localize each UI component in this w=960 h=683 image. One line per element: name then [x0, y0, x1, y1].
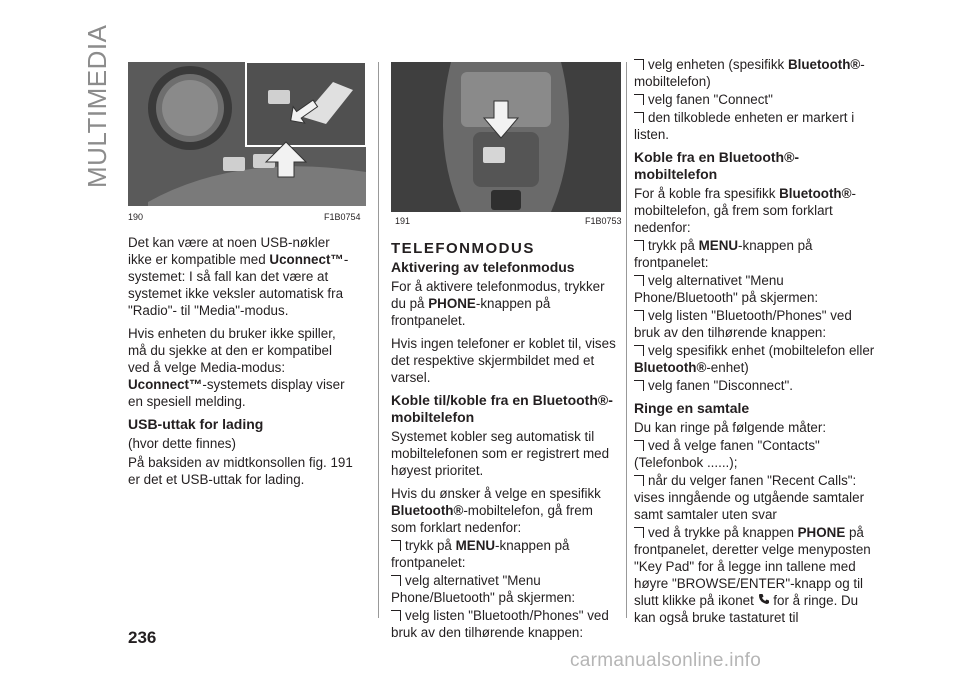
- column-divider: [626, 62, 627, 618]
- bullet-icon: [634, 527, 644, 538]
- column-1: [128, 234, 356, 494]
- paragraph: På baksiden av midtkonsollen fig. 191 er det et USB-uttak for lading.: [128, 455, 353, 487]
- bullet-icon: [634, 112, 644, 123]
- heading-disconnect-bluetooth: Koble fra en Bluetooth®-mobiltelefon: [634, 149, 800, 182]
- usb-ports-illustration: [128, 62, 366, 206]
- list-item: den tilkoblede enheten er markert i listen.: [634, 110, 855, 142]
- bullet-icon: [634, 94, 644, 105]
- figure-190-code: F1B0754: [324, 212, 361, 222]
- bullet-icon: [391, 610, 401, 621]
- column-divider: [378, 62, 379, 618]
- list-item: ved å velge fanen "Contacts" (Telefonbok ......);: [634, 438, 820, 470]
- bullet-icon: [634, 440, 644, 451]
- list-item: velg fanen "Connect": [634, 91, 878, 108]
- phone-icon: [758, 593, 770, 605]
- heading-phone-mode: TELEFONMODUS: [391, 240, 535, 257]
- paragraph: (hvor dette finnes): [128, 436, 236, 451]
- list-item: når du velger fanen "Recent Calls": vises inngående og utgående samtaler samt samtaler uten svar: [634, 473, 865, 522]
- column-3: [634, 56, 878, 632]
- bullet-icon: [634, 310, 644, 321]
- figure-191-rear-console: [391, 62, 621, 212]
- rear-console-illustration: [391, 62, 621, 212]
- list-item: trykk på MENU-knappen på frontpanelet:: [391, 538, 570, 570]
- watermark: carmanualsonline.info: [570, 650, 762, 671]
- list-item: trykk på MENU-knappen på frontpanelet:: [634, 238, 813, 270]
- list-item: ved å trykke på knappen PHONE på frontpanelet, deretter velge menyposten "Key Pad" for å legge inn tallene med høyre "BROWSE/ENTER"-knapp og til slutt klikke på ikonet for å ringe. Du kan også bruke tastaturet til: [634, 525, 871, 625]
- bullet-icon: [634, 240, 644, 251]
- bullet-icon: [391, 540, 401, 551]
- heading-make-call: Ringe en samtale: [634, 400, 750, 416]
- heading-usb-charging: USB-uttak for lading: [128, 416, 264, 432]
- page-number: 236: [128, 628, 157, 647]
- list-item: velg listen "Bluetooth/Phones" ved bruk av den tilhørende knappen:: [391, 608, 609, 640]
- list-item: velg spesifikk enhet (mobiltelefon eller Bluetooth®-enhet): [634, 343, 875, 375]
- figure-190-usb-ports: [128, 62, 366, 206]
- bullet-icon: [634, 275, 644, 286]
- paragraph: Hvis ingen telefoner er koblet til, vises det respektive skjermbildet med et varsel.: [391, 336, 616, 385]
- bullet-icon: [634, 475, 644, 486]
- heading-activation: Aktivering av telefonmodus: [391, 259, 575, 275]
- paragraph: Hvis enheten du bruker ikke spiller, må du sjekke at den er kompatibel ved å velge Media-modus: Uconnect™-systemets display viser en spesiell melding.: [128, 326, 345, 409]
- bullet-icon: [391, 575, 401, 586]
- paragraph: Hvis du ønsker å velge en spesifikk Bluetooth®-mobiltelefon, gå frem som forklart nedenfor:: [391, 486, 601, 535]
- list-item: velg fanen "Disconnect".: [634, 377, 878, 394]
- paragraph: Systemet kobler seg automatisk til mobiltelefonen som er registrert med høyest prioritet.: [391, 429, 610, 478]
- section-title: MULTIMEDIA: [82, 24, 112, 188]
- bullet-icon: [634, 380, 644, 391]
- column-2: [391, 240, 621, 647]
- list-item: velg listen "Bluetooth/Phones" ved bruk av den tilhørende knappen:: [634, 308, 852, 340]
- paragraph: For å koble fra spesifikk Bluetooth®-mobiltelefon, gå frem som forklart nedenfor:: [634, 186, 856, 235]
- bullet-icon: [634, 345, 644, 356]
- list-item: velg alternativet "Menu Phone/Bluetooth" på skjermen:: [634, 273, 819, 305]
- figure-191-code: F1B0753: [585, 216, 622, 226]
- paragraph: Det kan være at noen USB-nøkler ikke er kompatible med Uconnect™-systemet: I så fall kan det være at systemet ikke veksler automatisk fra "Radio"- til "Media"-modus.: [128, 235, 349, 318]
- figure-190-number: 190: [128, 212, 144, 222]
- list-item: velg enheten (spesifikk Bluetooth®-mobiltelefon): [634, 57, 865, 89]
- figure-191-number: 191: [395, 216, 411, 226]
- paragraph: For å aktivere telefonmodus, trykker du på PHONE-knappen på frontpanelet.: [391, 279, 605, 328]
- list-item: velg alternativet "Menu Phone/Bluetooth" på skjermen:: [391, 573, 576, 605]
- bullet-icon: [634, 59, 644, 70]
- heading-connect-bluetooth: Koble til/koble fra en Bluetooth®-mobiltelefon: [391, 392, 613, 425]
- paragraph: Du kan ringe på følgende måter:: [634, 420, 827, 435]
